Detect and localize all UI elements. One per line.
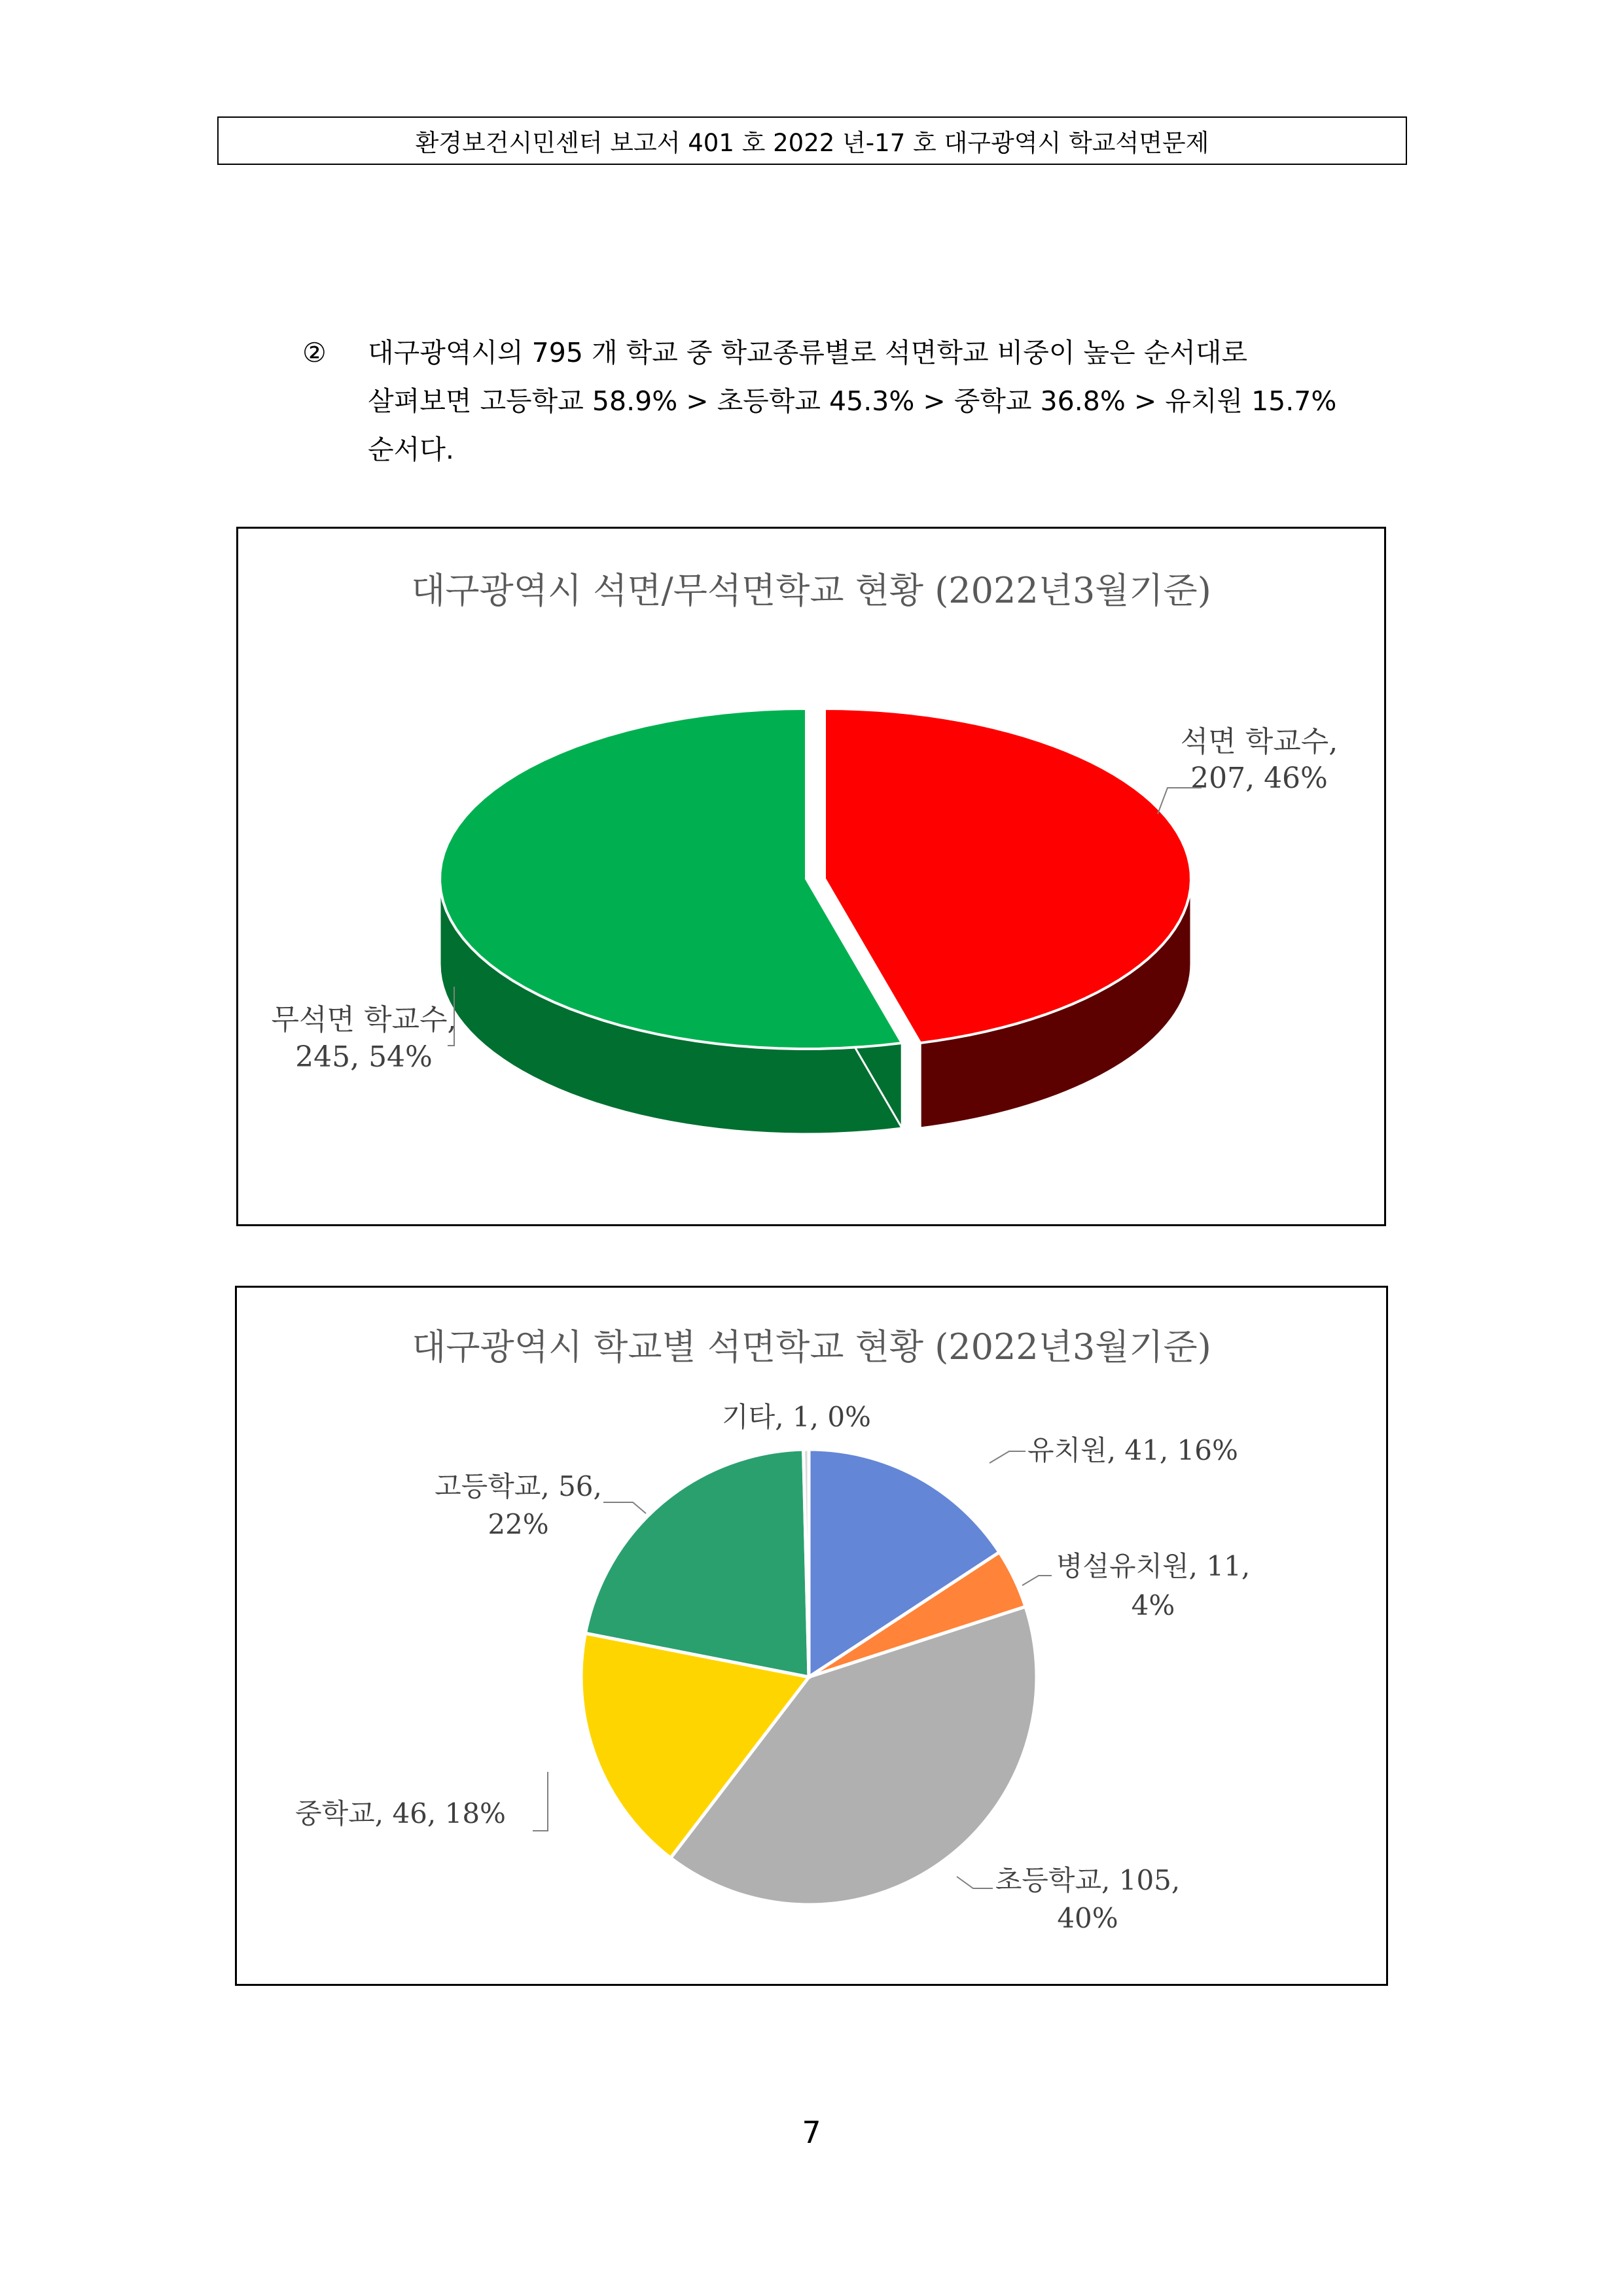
chart-2-plot — [237, 1288, 1386, 1984]
leader-line-4 — [603, 1502, 646, 1513]
item-marker: ② — [302, 337, 327, 368]
slice-label-2-line2: 40% — [1057, 1902, 1118, 1934]
asbestos-overview-chart — [236, 527, 1386, 1226]
slice-label-3-line1: 중학교, 46, 18% — [295, 1797, 506, 1829]
chart-2-title: 대구광역시 학교별 석면학교 현황 (2022년3월기준) — [412, 1326, 1211, 1368]
paragraph-line-2: 살펴보면 고등학교 58.9% > 초등학교 45.3% > 중학교 36.8% > 유치원 15.7% — [368, 385, 1337, 417]
slice-label-1-line2: 245, 54% — [295, 1040, 433, 1074]
slice-label-2-line1: 초등학교, 105, — [995, 1864, 1181, 1896]
slice-label-0-line2: 207, 46% — [1190, 762, 1328, 795]
leader-line-0 — [990, 1451, 1026, 1463]
paragraph-line-1: 대구광역시의 795 개 학교 중 학교종류별로 석면학교 비중이 높은 순서대로 — [368, 337, 1248, 368]
slice-label-1-line1: 무석면 학교수, — [271, 1003, 457, 1036]
slice-label-4-line1: 고등학교, 56, — [435, 1470, 602, 1502]
slice-label-0-line1: 유치원, 41, 16% — [1027, 1434, 1238, 1466]
leader-line-3 — [533, 1772, 548, 1831]
slice-label-1-line1: 병설유치원, 11, — [1056, 1550, 1251, 1582]
leader-line-2 — [957, 1877, 993, 1888]
report-header — [217, 116, 1407, 165]
chart-1-title: 대구광역시 석면/무석면학교 현황 (2022년3월기준) — [411, 570, 1211, 611]
leader-line-1 — [1022, 1576, 1052, 1585]
asbestos-by-school-chart — [235, 1286, 1388, 1986]
slice-label-0-line1: 석면 학교수, — [1180, 725, 1338, 758]
slice-label-1-line2: 4% — [1131, 1589, 1175, 1621]
paragraph-line-3: 순서다. — [368, 434, 454, 465]
report-header-text: 환경보건시민센터 보고서 401 호 2022 년-17 호 대구광역시 학교석면문제 — [415, 129, 1209, 157]
slice-label-5-line1: 기타, 1, 0% — [722, 1401, 871, 1433]
page-number: 7 — [802, 2115, 821, 2150]
chart-1-plot — [238, 529, 1384, 1224]
slice-label-4-line2: 22% — [488, 1508, 549, 1540]
